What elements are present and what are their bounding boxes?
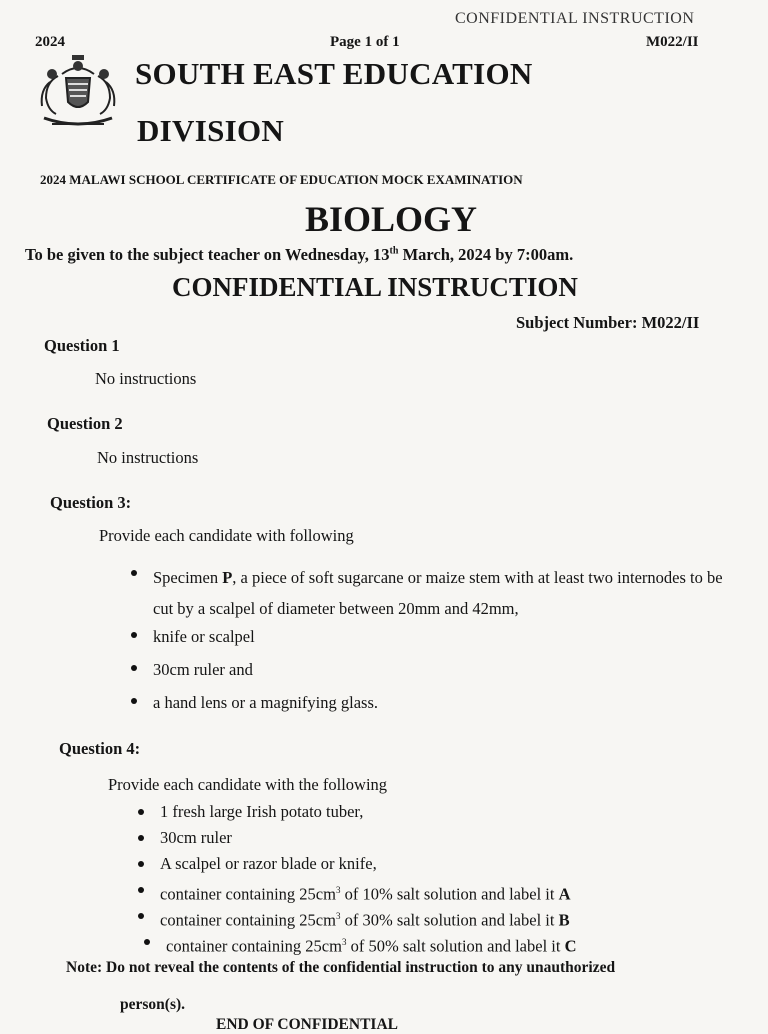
subject-number: Subject Number: M022/II (516, 313, 700, 332)
delivery-instruction: To be given to the subject teacher on Wednesday, 13th March, 2024 by 7:00am. (25, 245, 574, 264)
bullet-icon (138, 887, 144, 893)
list-item: container containing $25cm^3$ of 30% salt solution and label it B (160, 905, 571, 931)
subject-title: BIOLOGY (305, 199, 478, 239)
end-marker: END OF CONFIDENTIAL (216, 1016, 398, 1033)
list-item: 30cm ruler and (153, 657, 733, 690)
question-2-text: No instructions (97, 448, 199, 467)
bullet-icon (138, 913, 144, 919)
institution-name-line1: SOUTH EAST EDUCATION (135, 56, 533, 91)
list-item: A scalpel or razor blade or knife, (160, 853, 571, 879)
confidentiality-note-continued: person(s). (120, 996, 186, 1013)
question-1-text: No instructions (95, 369, 197, 388)
bullet-icon (131, 570, 137, 576)
list-item: knife or scalpel (153, 624, 733, 657)
document-title: CONFIDENTIAL INSTRUCTION (172, 272, 578, 302)
exam-title: 2024 MALAWI SCHOOL CERTIFICATE OF EDUCATION MOCK EXAMINATION (40, 172, 523, 187)
question-4-heading: Question 4: (59, 739, 141, 758)
coat-of-arms-icon (32, 52, 124, 132)
bullet-icon (138, 861, 144, 867)
confidentiality-note: Note: Do not reveal the contents of the confidential instruction to any unauthorized (66, 959, 616, 976)
question-1-heading: Question 1 (44, 336, 120, 355)
paper-code: M022/II (646, 34, 699, 50)
bullet-icon (144, 939, 150, 945)
question-3-intro: Provide each candidate with following (99, 526, 354, 545)
list-item: 30cm ruler (160, 827, 571, 853)
institution-name-line2: DIVISION (137, 113, 285, 148)
bullet-icon (138, 809, 144, 815)
list-item: Specimen P, a piece of soft sugarcane or maize stem with at least two internodes to be cut by a scalpel of diameter between 20mm and 42mm, (153, 562, 733, 624)
question-2-heading: Question 2 (47, 414, 123, 433)
list-item: container containing $25cm^3$ of 10% salt solution and label it A (160, 879, 571, 905)
bullet-icon (131, 665, 137, 671)
bullet-icon (131, 632, 137, 638)
list-item: 1 fresh large Irish potato tuber, (160, 801, 571, 827)
year-label: 2024 (35, 34, 65, 50)
question-3-list (153, 562, 733, 723)
bullet-icon (131, 698, 137, 704)
question-3-heading: Question 3: (50, 493, 132, 512)
confidential-header: CONFIDENTIAL INSTRUCTION (455, 10, 695, 27)
page-number: Page 1 of 1 (330, 34, 400, 50)
list-item: container containing $25cm^3$ of 50% salt solution and label it C (166, 931, 577, 957)
question-4-intro: Provide each candidate with the following (108, 775, 388, 794)
list-item: a hand lens or a magnifying glass. (153, 690, 733, 723)
bullet-icon (138, 835, 144, 841)
question-4-list (160, 801, 577, 957)
